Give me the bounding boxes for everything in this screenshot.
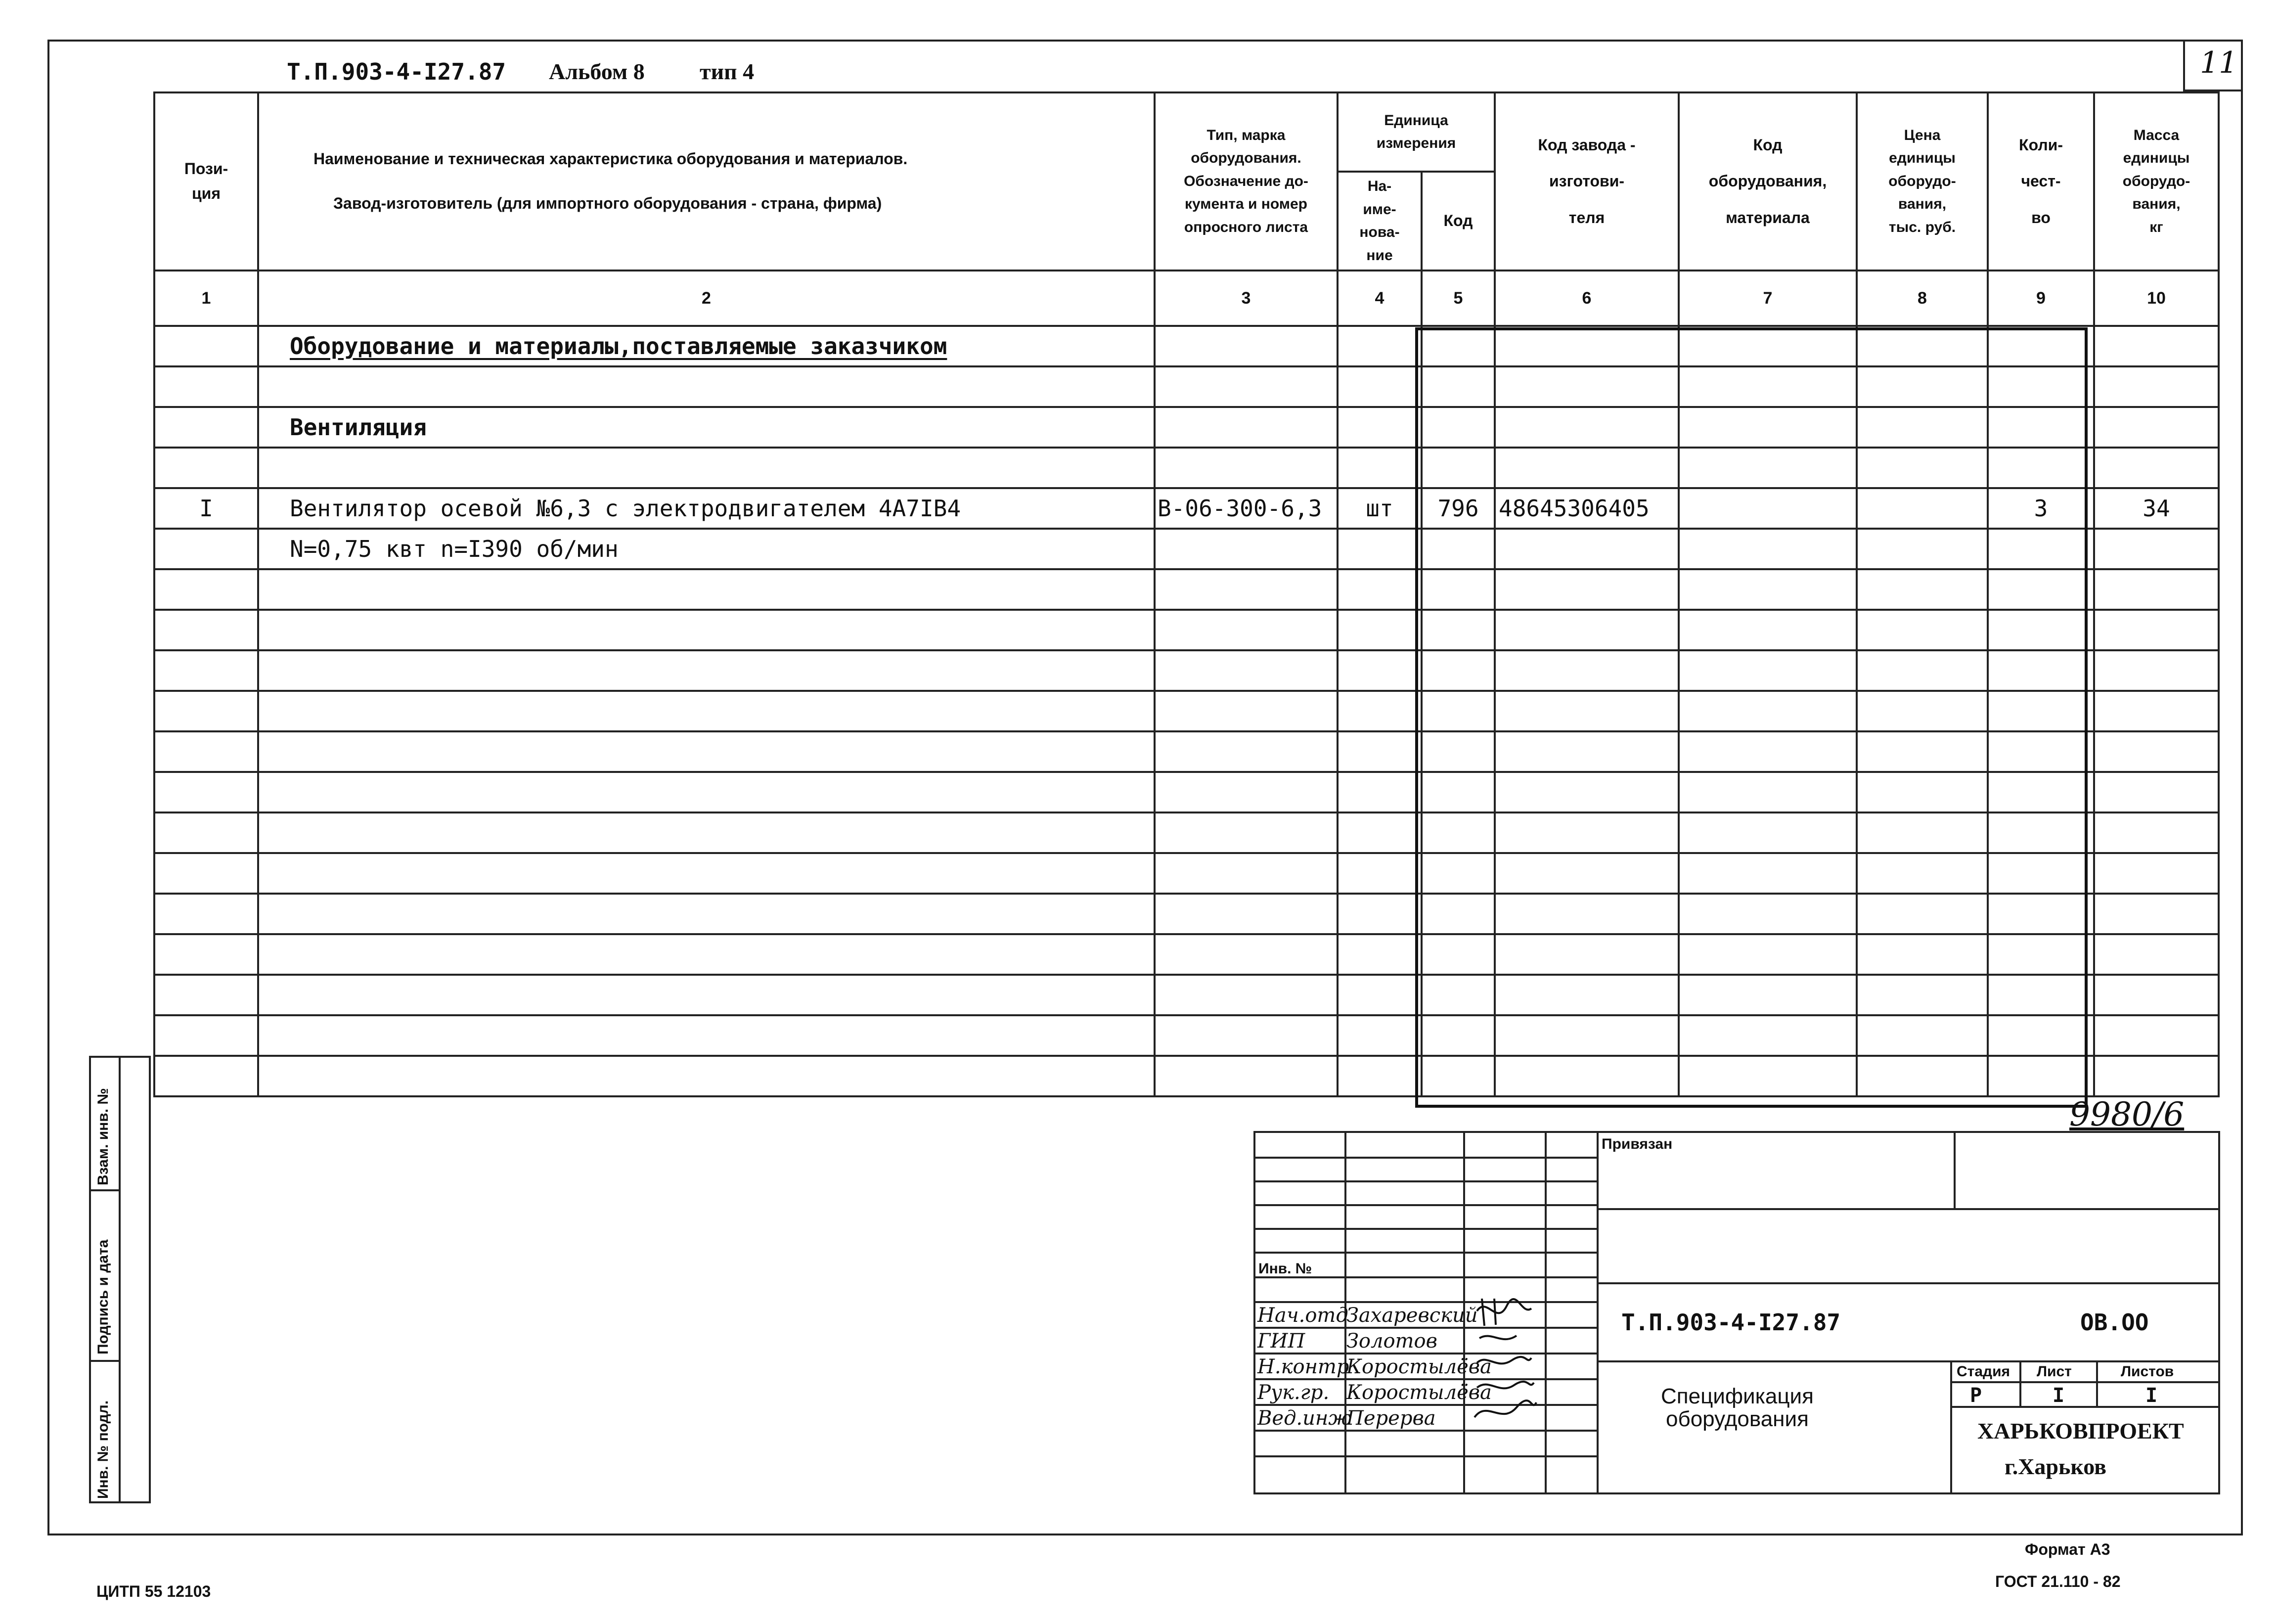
title-block	[1253, 1131, 2220, 1494]
header-type: тип 4	[700, 59, 755, 84]
unit-name-cell: шт	[1338, 488, 1422, 529]
column-numbers-row	[154, 271, 2219, 326]
side-label-vzam: Взам. инв. №	[95, 1088, 111, 1185]
archive-number: 9980/6	[2069, 1095, 2185, 1133]
side-label-inv-podl: Инв. № подл.	[95, 1400, 111, 1499]
col-header-position: Пози- ция	[154, 92, 258, 271]
sheet-number: 11	[2200, 45, 2238, 80]
col-header-price: Цена единицы оборудо- вания, тыс. руб.	[1857, 92, 1988, 271]
col-number: 9	[1988, 271, 2094, 326]
footer-left-code: ЦИТП 55 12103	[96, 1582, 211, 1600]
col-number: 6	[1495, 271, 1679, 326]
quantity-cell: 3	[1988, 488, 2094, 529]
title-doc-code: Т.П.903-4-I27.87	[1621, 1309, 1841, 1336]
col-number: 3	[1155, 271, 1338, 326]
col-header-quantity: Коли- чест- во	[1988, 92, 2094, 271]
sheets-label: Листов	[2121, 1363, 2174, 1380]
item-name-cell: Вентилятор осевой №6,3 с электродвигателем 4А7IВ4	[258, 488, 1155, 529]
sheet-label: Лист	[2037, 1363, 2072, 1380]
signature-role: Н.контр	[1257, 1355, 1349, 1378]
format-label: Формат А3	[2025, 1540, 2110, 1558]
header-album: Альбом 8	[549, 59, 645, 84]
col-header-unit: Единица измерения	[1338, 92, 1495, 172]
col-header-name: Наименование и техническая характеристика оборудования и материалов. Завод-изготовитель (для импортного оборудования - страна, фирма)	[258, 92, 1155, 271]
position-cell: I	[154, 488, 258, 529]
signature-role: Рук.гр.	[1257, 1381, 1330, 1404]
factory-code-cell: 48645306405	[1495, 488, 1679, 529]
inv-no-label: Инв. №	[1258, 1261, 1312, 1277]
col-header-factory-code: Код завода - изготови- теля	[1495, 92, 1679, 271]
col-number: 10	[2094, 271, 2219, 326]
signature-role: ГИП	[1257, 1330, 1305, 1353]
col-number: 1	[154, 271, 258, 326]
document-title: Спецификация оборудования	[1661, 1384, 1814, 1432]
highlight-frame	[1415, 327, 2088, 1108]
col-number: 4	[1338, 271, 1422, 326]
signature-name: Коростылёва	[1346, 1355, 1492, 1378]
signature-role: Нач.отд	[1257, 1304, 1348, 1327]
col-header-mass: Масса единицы оборудо- вания, кг	[2094, 92, 2219, 271]
sheet-number-box	[2183, 40, 2242, 91]
side-stamp	[89, 1056, 151, 1503]
sheets-value: I	[2145, 1384, 2158, 1407]
col-number: 8	[1857, 271, 1988, 326]
section-title-customer-supplied: Оборудование и материалы,поставляемые заказчиком	[258, 326, 1155, 366]
item-spec-cell: N=0,75 квт n=I390 об/мин	[258, 529, 1155, 569]
unit-code-cell: 796	[1422, 488, 1495, 529]
mass-cell: 34	[2094, 488, 2219, 529]
sheet-value: I	[2053, 1384, 2065, 1407]
header-doc-code: Т.П.903-4-I27.87	[287, 58, 506, 85]
signature-name: Коростылёва	[1346, 1381, 1492, 1404]
col-number: 7	[1679, 271, 1857, 326]
section-title-ventilation: Вентиляция	[258, 407, 1155, 448]
col-header-unit-name: На- име- нова- ние	[1338, 172, 1422, 271]
privyazan-label: Привязан	[1602, 1136, 1673, 1152]
item-type-cell: В-06-300-6,3	[1155, 488, 1338, 529]
organization-name: ХАРЬКОВПРОЕКТ	[1977, 1418, 2184, 1444]
signature-name: Перерва	[1346, 1407, 1436, 1430]
col-number: 5	[1422, 271, 1495, 326]
signature-marks-icon	[1467, 1296, 1541, 1430]
organization-city: г.Харьков	[2005, 1454, 2106, 1479]
col-header-unit-code: Код	[1422, 172, 1495, 271]
signature-name: Захаревский	[1346, 1304, 1478, 1327]
col-header-equipment-code: Код оборудования, материала	[1679, 92, 1857, 271]
stage-label: Стадия	[1957, 1363, 2010, 1380]
title-mark: ОВ.ОО	[2080, 1309, 2149, 1336]
stage-value: Р	[1970, 1384, 1982, 1407]
gost-label: ГОСТ 21.110 - 82	[1995, 1573, 2121, 1590]
signature-name: Золотов	[1346, 1330, 1437, 1353]
col-number: 2	[258, 271, 1155, 326]
signature-role: Вед.инж	[1257, 1407, 1351, 1430]
side-label-podpis: Подпись и дата	[95, 1239, 111, 1354]
col-header-type: Тип, марка оборудования. Обозначение до- кумента и номер опросного листа	[1155, 92, 1338, 271]
